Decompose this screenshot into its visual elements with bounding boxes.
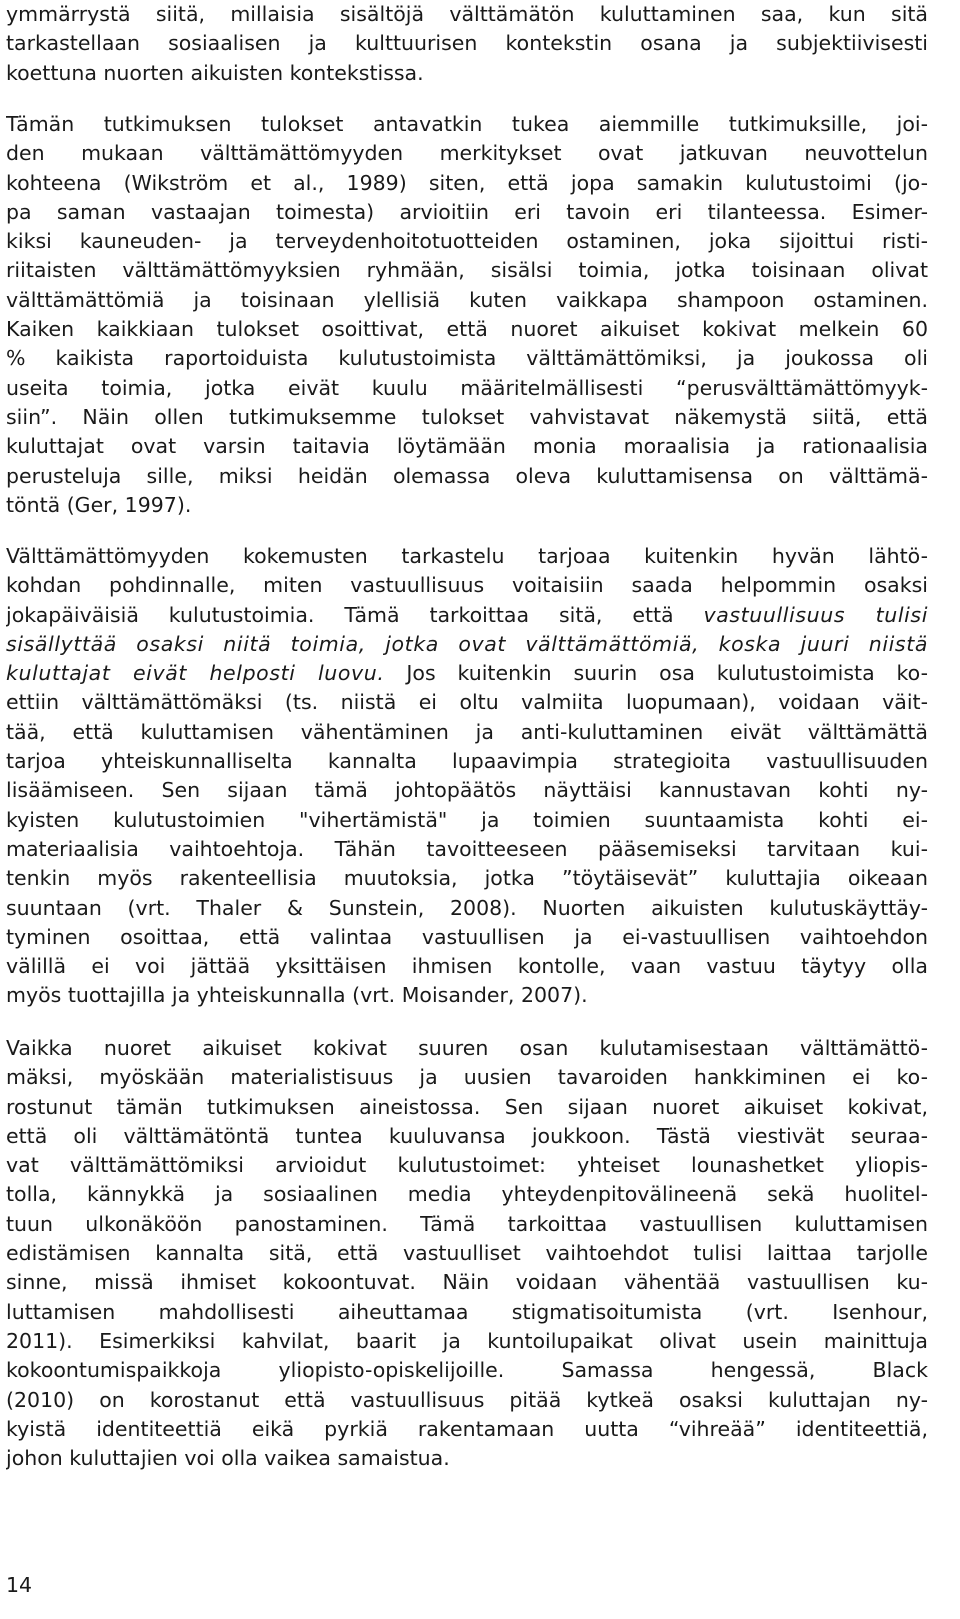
text-line: useita toimia, jotka eivät kuulu määritelmällisesti “perusvälttämättömyyk- (6, 375, 928, 400)
text-line: kiksi kauneuden- ja terveydenhoitotuotteiden ostaminen, joka sijoittui risti- (6, 229, 928, 254)
paragraph-4 (6, 1034, 928, 1473)
text-line: vat välttämättömiksi arvioidut kulutustoimet: yhteiset lounashetket yliopis- (6, 1153, 928, 1178)
text-line: tolla, kännykkä ja sosiaalinen media yhteydenpitovälineenä sekä huolitel- (6, 1182, 928, 1207)
text-line: pa saman vastaajan toimesta) arvioitiin eri tavoin eri tilanteessa. Esimer- (6, 199, 928, 224)
text-line: kokoontumispaikkoja yliopisto-opiskelijoille. Samassa hengessä, Black (6, 1358, 928, 1383)
text-line: edistämisen kannalta sitä, että vastuulliset vaihtoehdot tulisi laittaa tarjolle (6, 1241, 928, 1266)
text-line: kohteena (Wikström et al., 1989) siten, että jopa samakin kulutustoimi (jo- (6, 170, 928, 195)
text-line: myös tuottajilla ja yhteiskunnalla (vrt. Moisander, 2007). (6, 983, 588, 1008)
text-line: siin”. Näin ollen tutkimuksemme tulokset vahvistavat näkemystä siitä, että (6, 404, 928, 429)
paragraph-1 (6, 0, 928, 88)
text-line: että oli välttämätöntä tuntea kuuluvansa joukkoon. Tästä viestivät seuraa- (6, 1123, 928, 1148)
italic-text: vastuullisuus tulisi (703, 602, 928, 627)
text-line: kyisten kulutustoimien "vihertämistä" ja toimien suuntaamista kohti ei- (6, 807, 928, 832)
text-line: tarkastellaan sosiaalisen ja kulttuurisen kontekstin osana ja subjektiivisesti (6, 31, 928, 56)
text-line: johon kuluttajien voi olla vaikea samaistua. (6, 1446, 450, 1471)
text-line: tää, että kuluttamisen vähentäminen ja anti-kuluttaminen eivät välttämättä (6, 719, 928, 744)
text-line: (2010) on korostanut että vastuullisuus pitää kytkeä osaksi kuluttajan ny- (6, 1387, 928, 1412)
text-line: lisäämiseen. Sen sijaan tämä johtopäätös näyttäisi kannustavan kohti ny- (6, 778, 928, 803)
italic-text: sisällyttää osaksi niitä toimia, jotka ovat välttämättömiä, koska juuri niistä (6, 631, 928, 656)
text-line: koettuna nuorten aikuisten kontekstissa. (6, 60, 424, 85)
paragraph-3 (6, 542, 928, 1011)
text-line-mixed (6, 601, 928, 630)
text-line: suuntaan (vrt. Thaler & Sunstein, 2008). Nuorten aikuisten kulutuskäyttäy- (6, 895, 928, 920)
italic-text: kuluttajat eivät helposti luovu. (6, 661, 385, 686)
text-segment: jokapäiväisiä kulutustoimia. Tämä tarkoittaa sitä, että (6, 602, 704, 627)
text-line: Välttämättömyyden kokemusten tarkastelu tarjoaa kuitenkin hyvän lähtö- (6, 544, 928, 568)
text-line: kohdan pohdinnalle, miten vastuullisuus voitaisiin saada helpommin osaksi (6, 573, 928, 598)
text-line: tuun ulkonäköön panostaminen. Tämä tarkoittaa vastuullisen kuluttamisen (6, 1211, 928, 1236)
text-line: tarjoa yhteiskunnalliselta kannalta lupaavimpia strategioita vastuullisuuden (6, 749, 928, 774)
text-line: riitaisten välttämättömyyksien ryhmään, sisälsi toimia, jotka toisinaan olivat (6, 258, 928, 283)
text-line: Tämän tutkimuksen tulokset antavatkin tukea aiemmille tutkimuksille, joi- (6, 112, 928, 136)
text-line: Vaikka nuoret aikuiset kokivat suuren osan kulutamisestaan välttämättö- (6, 1036, 928, 1060)
text-line: materiaalisia vaihtoehtoja. Tähän tavoitteeseen pääsemiseksi tarvitaan kui- (6, 836, 928, 861)
text-line: välttämättömiä ja toisinaan ylellisiä kuten vaikkapa shampoon ostaminen. (6, 287, 928, 312)
page-number: 14 (6, 1573, 33, 1597)
text-line: % kaikista raportoiduista kulutustoimista välttämättömiksi, ja joukossa oli (6, 346, 928, 371)
text-line: välillä ei voi jättää yksittäisen ihmisen kontolle, vaan vastuu täytyy olla (6, 954, 928, 979)
text-line: perusteluja sille, miksi heidän olemassa oleva kuluttamisensa on välttämä- (6, 463, 928, 488)
text-line: sinne, missä ihmiset kokoontuvat. Näin voidaan vähentää vastuullisen ku- (6, 1270, 928, 1295)
paragraph-2 (6, 110, 928, 520)
text-line: mäksi, myöskään materialistisuus ja uusien tavaroiden hankkiminen ei ko- (6, 1065, 928, 1090)
text-line: kyistä identiteettiä eikä pyrkiä rakentamaan uutta “vihreää” identiteettiä, (6, 1416, 928, 1441)
text-line-mixed (6, 659, 928, 688)
text-line: kuluttajat ovat varsin taitavia löytämään monia moraalisia ja rationaalisia (6, 434, 928, 459)
text-line: tyminen osoittaa, että valintaa vastuullisen ja ei-vastuullisen vaihtoehdon (6, 924, 928, 949)
text-line: Kaiken kaikkiaan tulokset osoittivat, että nuoret aikuiset kokivat melkein 60 (6, 317, 928, 342)
text-line: tenkin myös rakenteellisia muutoksia, jotka ”töytäisevät” kuluttajia oikeaan (6, 866, 928, 891)
text-line: rostunut tämän tutkimuksen aineistossa. Sen sijaan nuoret aikuiset kokivat, (6, 1094, 928, 1119)
text-line: 2011). Esimerkiksi kahvilat, baarit ja kuntoilupaikat olivat usein mainittuja (6, 1328, 928, 1353)
text-line-italic (6, 630, 928, 659)
text-line: töntä (Ger, 1997). (6, 492, 192, 517)
text-line: ymmärrystä siitä, millaisia sisältöjä välttämätön kuluttaminen saa, kun sitä (6, 2, 928, 26)
text-line: ettiin välttämättömäksi (ts. niistä ei oltu valmiita luopumaan), voidaan väit- (6, 690, 928, 715)
text-segment: Jos kuitenkin suurin osa kulutustoimista ko- (384, 661, 928, 686)
text-line: luttamisen mahdollisesti aiheuttamaa stigmatisoitumista (vrt. Isenhour, (6, 1299, 928, 1324)
text-line: den mukaan välttämättömyyden merkitykset ovat jatkuvan neuvottelun (6, 141, 928, 166)
